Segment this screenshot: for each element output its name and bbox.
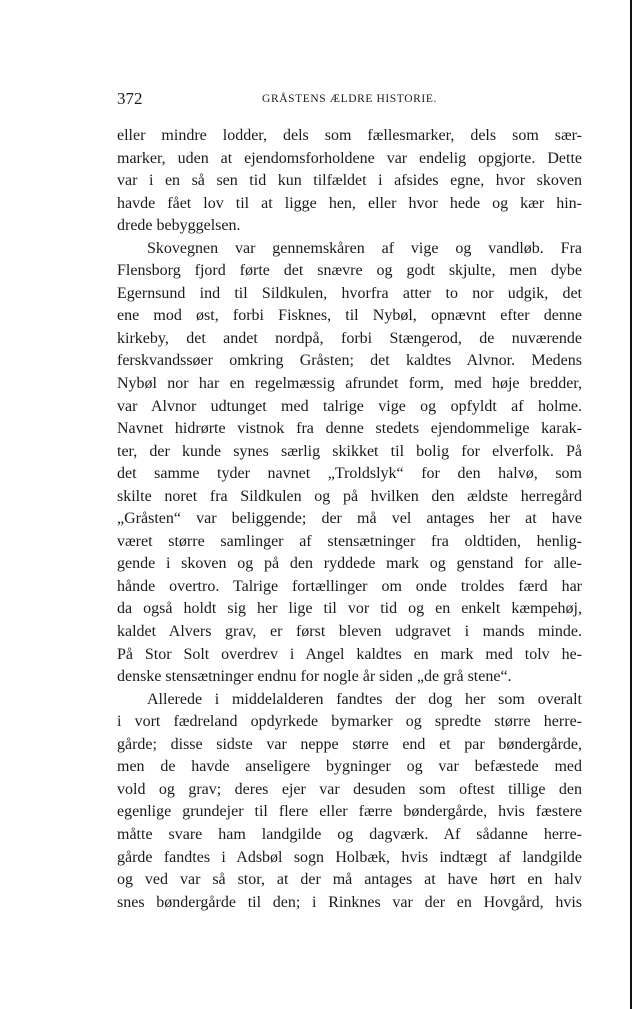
text-line: „Gråsten“ var beliggende; der må vel antages her at have: [117, 510, 582, 528]
running-title: GRÅSTENS ÆLDRE HISTORIE.: [262, 93, 437, 105]
text-line: Egernsund ind til Sildkulen, hvorfra atter to nor udgik, det: [117, 284, 582, 302]
text-line: vold og grav; deres ejer var desuden som oftest tillige den: [117, 780, 582, 798]
text-line: kirkeby, det andet nordpå, forbi Stængerod, de nuværende: [117, 329, 582, 347]
paragraph-start-line: Allerede i middelalderen fandtes der dog her som overalt: [147, 690, 582, 708]
text-line: gende i skoven og på den ryddede mark og genstand for alle-: [117, 555, 582, 573]
text-line: gårde fandtes i Adsbøl sogn Holbæk, hvis indtægt af landgilde: [117, 848, 582, 866]
text-line: måtte svare ham landgilde og dagværk. Af sådanne herre-: [117, 825, 582, 843]
text-line: skilte noret fra Sildkulen og på hvilken den ældste herregård: [117, 487, 582, 505]
text-line: været større samlinger af stensætninger fra oldtiden, henlig-: [117, 532, 582, 550]
text-line: var Alvnor udtunget med talrige vige og opfyldt af holme.: [117, 397, 582, 415]
body-text: [117, 125, 582, 914]
text-line: denske stensætninger endnu for nogle år siden „de grå stene“.: [117, 668, 512, 686]
text-line: Navnet hidrørte vistnok fra denne stedets ejendommelige karak-: [117, 420, 582, 438]
text-line: eller mindre lodder, dels som fællesmarker, dels som sær-: [117, 127, 582, 144]
text-line: var i en så sen tid kun tilfældet i afsides egne, hvor skoven: [117, 172, 582, 190]
text-line: Flensborg fjord førte det snævre og godt skjulte, men dybe: [117, 262, 582, 280]
text-line: da også holdt sig her lige til vor tid og en enkelt kæmpehøj,: [117, 600, 582, 618]
text-line: egenlige grundejer til flere eller færre bøndergårde, hvis fæstere: [117, 803, 582, 821]
text-line: det samme tyder navnet „Troldslyk“ for den halvø, som: [117, 465, 582, 483]
text-line: snes bøndergårde til den; i Rinknes var der en Hovgård, hvis: [117, 893, 582, 911]
text-line: På Stor Solt overdrev i Angel kaldtes en mark med tolv he-: [117, 645, 582, 663]
text-line: Nybøl nor har en regelmæssig afrundet form, med høje bredder,: [117, 375, 582, 393]
text-line: hånde overtro. Talrige fortællinger om onde troldes færd har: [117, 577, 582, 595]
text-line: ferskvandssøer omkring Gråsten; det kaldtes Alvnor. Medens: [117, 352, 582, 370]
text-line: gårde; disse sidste var neppe større end et par bøndergårde,: [117, 735, 582, 753]
page-header: [117, 89, 582, 109]
text-line: kaldet Alvers grav, er først bleven udgravet i mands minde.: [117, 623, 582, 641]
text-line: og ved var så stor, at der må antages at have hørt en halv: [117, 871, 582, 889]
paragraph-start-line: Skovegnen var gennemskåren af vige og vandløb. Fra: [147, 239, 582, 257]
text-line: ter, der kunde synes særlig skikket til bolig for elverfolk. På: [117, 442, 582, 460]
text-line: ene mod øst, forbi Fisknes, til Nybøl, opnævnt efter denne: [117, 307, 582, 325]
text-line: men de havde anseligere bygninger og var befæstede med: [117, 758, 582, 776]
text-line: havde fået lov til at ligge hen, eller hvor hede og kær hin-: [117, 194, 582, 212]
text-line: i vort fædreland opdyrkede bymarker og spredte større herre-: [117, 713, 582, 731]
text-line: drede bebyggelsen.: [117, 217, 241, 235]
page-number: 372: [117, 89, 143, 108]
text-line: marker, uden at ejendomsforholdene var endelig opgjorte. Dette: [117, 149, 582, 167]
